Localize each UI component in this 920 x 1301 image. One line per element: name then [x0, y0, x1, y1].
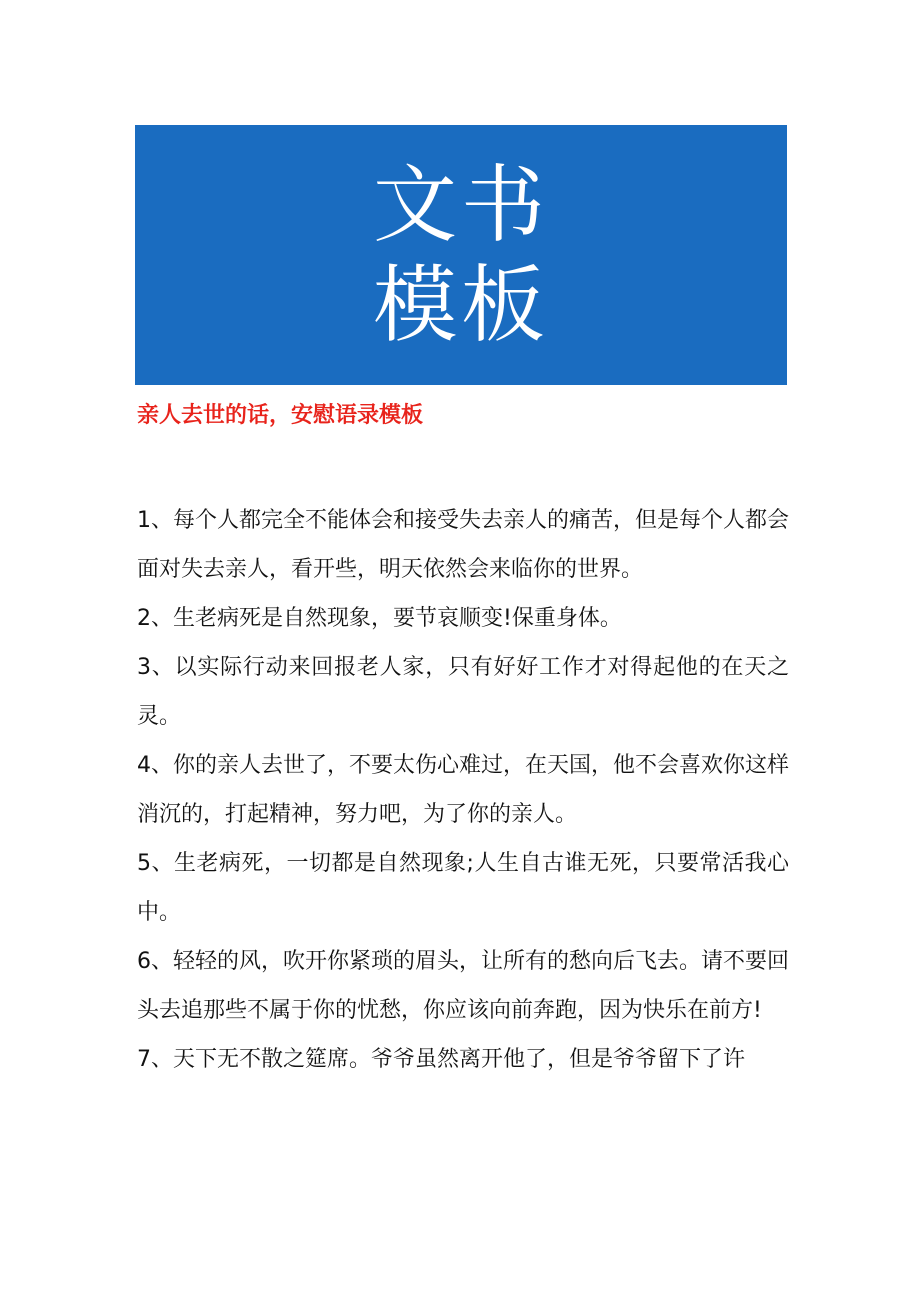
list-item: 7、天下无不散之筵席。爷爷虽然离开他了，但是爷爷留下了许 — [137, 1047, 745, 1072]
list-item: 3、以实际行动来回报老人家，只有好好工作才对得起他的在天之灵。 — [137, 655, 789, 729]
list-item: 4、你的亲人去世了，不要太伤心难过，在天国，他不会喜欢你这样消沉的，打起精神，努力吧，为了你的亲人。 — [137, 753, 789, 827]
list-item: 1、每个人都完全不能体会和接受失去亲人的痛苦，但是每个人都会面对失去亲人，看开些，明天依然会来临你的世界。 — [137, 508, 789, 582]
document-title: 亲人去世的话，安慰语录模板 — [137, 403, 424, 428]
banner-line-2: 模板 — [372, 256, 549, 354]
quote-list — [137, 496, 789, 1084]
banner-line-1: 文书 — [372, 156, 549, 254]
list-item: 6、轻轻的风，吹开你紧琐的眉头，让所有的愁向后飞去。请不要回头去追那些不属于你的忧愁，你应该向前奔跑，因为快乐在前方! — [137, 949, 789, 1023]
title-banner — [135, 125, 787, 385]
list-item: 5、生老病死，一切都是自然现象;人生自古谁无死，只要常活我心中。 — [137, 851, 789, 925]
list-item: 2、生老病死是自然现象，要节哀顺变!保重身体。 — [137, 606, 622, 631]
